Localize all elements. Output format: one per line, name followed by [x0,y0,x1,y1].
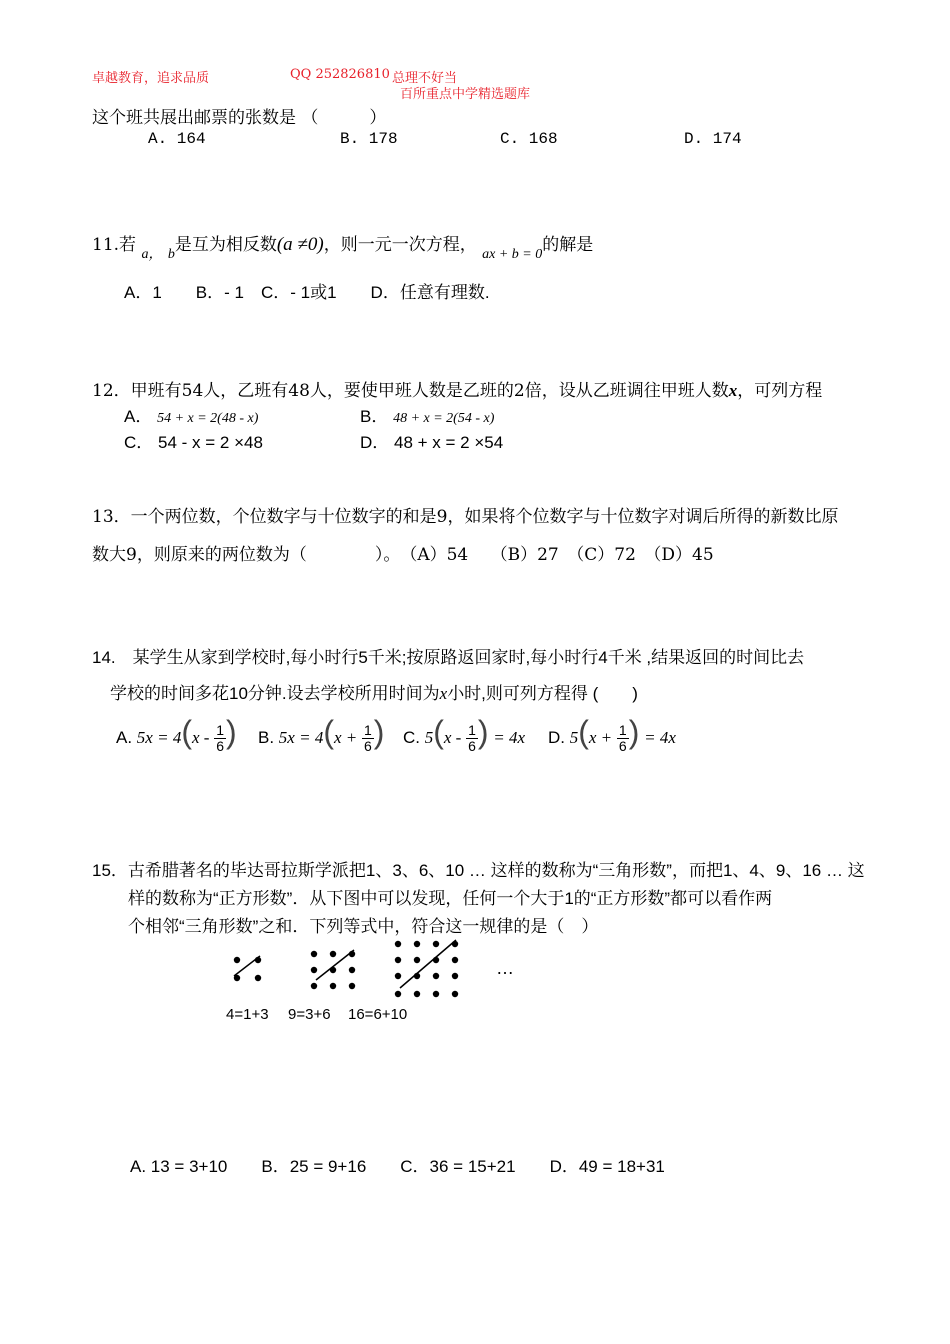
q11-number: 11. [92,235,120,255]
q14-option-c-label: C. [403,728,420,747]
q14-option-a: A. 5x = 4(x - $\frac{1}{6}$ ) [116,714,237,755]
q10-option-c: C. 168 [500,130,558,148]
q14-line-2-a: 学校的时间多花10分钟.设去学校所用时间为 [110,684,440,703]
q14-var: x [439,684,448,703]
q11-condition: (a ≠0) [276,234,324,255]
q12-option-c [124,428,263,453]
dots-caption-16: 16=6+10 [348,1006,408,1023]
header-brand: 卓越教育，追求品质 [92,71,210,86]
q14-line-2 [110,679,638,704]
q10-option-a: A. 164 [148,130,206,148]
dots-caption-4: 4=1+3 [226,1006,269,1023]
dots-ellipsis: … [496,958,514,978]
q14-option-d-inner: x + [588,728,613,747]
q14-option-b-left: 5x = 4 [278,728,324,747]
q12-stem [92,376,822,401]
q13-line-1: 13．一个两位数，个位数字与十位数字的和是9，如果将个位数字与十位数字对调后所得的新数比原 [92,507,839,527]
q12-option-c-eq: 54 - x = 2 ×48 [158,433,263,452]
q12-var: x [728,381,738,400]
q11-var-b: b [167,247,175,262]
header-qq: QQ 252826810 [290,67,390,82]
q11-var-a: a， [141,247,163,262]
q12-option-c-label: C． [124,433,154,452]
q14-option-a-inner: x - [191,728,210,747]
header-slogan: 总理不好当 [392,71,458,86]
q14-option-a-fraction: $\frac{1}{6}$ [216,721,224,755]
q15-line-1: 15．古希腊著名的毕达哥拉斯学派把1、3、6、10 … 这样的数称为“三角形数”，而把1、4、9、16 … 这 [92,861,865,880]
q11-stem-b: 是互为相反数 [174,235,277,255]
q10-option-b: B. 178 [340,130,398,148]
q14-option-d-fraction: $\frac{1}{6}$ [618,721,627,755]
q10-stem: 这个班共展出邮票的张数是 （ ） [92,108,387,128]
q14-option-c-fraction: $\frac{1}{6}$ [468,721,476,755]
q12-option-b-eq: 48 + x = 2(54 - x) [393,411,495,426]
q13-line-2: 数大9，则原来的两位数为（ ）。 （A）54 （B）27 （C）72 （D）45 [92,545,714,565]
q14-option-d-label: D. [548,728,565,747]
q15-line-3: 个相邻“三角形数”之和．下列等式中，符合这一规律的是（ ） [128,917,599,936]
q11-stem-c: ，则一元一次方程， [323,235,477,255]
q12-stem-text: 12．甲班有54人，乙班有48人，要使甲班人数是乙班的2倍，设从乙班调往甲班人数 [92,381,729,401]
q14-option-d-right: = 4x [644,728,676,747]
q15-options: A. 13 = 3+10 B．25 = 9+16 C．36 = 15+21 D．49 = 18+31 [130,1157,665,1176]
q14-option-a-left: 5x = 4 [136,728,182,747]
q14-option-c: C. 5(x - $\frac{1}{6}$ ) = 4x [403,714,526,755]
q14-option-c-inner: x - [443,728,462,747]
q14-option-c-left: 5 [424,728,434,747]
q12-option-a-eq: 54 + x = 2(48 - x) [157,411,259,426]
q14-line-2-b: 小时,则可列方程得 ( ) [447,684,638,703]
q10-option-d: D. 174 [684,130,742,148]
square-dots-2x2 [228,950,268,986]
q14-option-a-label: A. [116,728,133,747]
q12-option-a-label: A． [124,407,153,426]
q12-option-d-label: D． [360,433,390,452]
q11-equation: ax + b = 0 [482,247,543,262]
q12-option-b-label: B． [360,407,389,426]
q14-option-d: D. 5(x + $\frac{1}{6}$ ) = 4x [548,714,676,755]
q12-option-d-eq: 48 + x = 2 ×54 [394,433,504,452]
q12-option-d [360,428,503,453]
q14-option-c-right: = 4x [493,728,526,747]
header-library: 百所重点中学精选题库 [400,87,531,102]
q11-options: A．1 B．- 1 C．- 1或1 D．任意有理数. [124,283,490,302]
q12-option-a [124,402,258,427]
q11-stem-d: 的解是 [542,235,594,255]
q14-option-b-fraction: $\frac{1}{6}$ [364,721,372,755]
q11-stem [92,230,594,262]
dots-caption-9: 9=3+6 [288,1006,331,1023]
square-dots-3x3 [306,946,360,992]
q14-line-1: 14. 某学生从家到学校时,每小时行5千米;按原路返回家时,每小时行4千米 ,结果返回的时间比去 [92,648,805,667]
q14-option-d-left: 5 [569,728,579,747]
q12-stem-end: ，可列方程 [737,381,823,401]
q11-stem-a: 若 [119,235,137,255]
q15-line-2: 样的数称为“正方形数”．从下图中可以发现，任何一个大于1的“正方形数”都可以看作两 [128,889,773,908]
square-dots-4x4 [390,936,462,1002]
q14-option-b: B. 5x = 4(x + $\frac{1}{6}$ ) [258,714,385,755]
q14-option-b-inner: x + [333,728,358,747]
q12-option-b [360,402,494,427]
q14-option-b-label: B. [258,728,275,747]
